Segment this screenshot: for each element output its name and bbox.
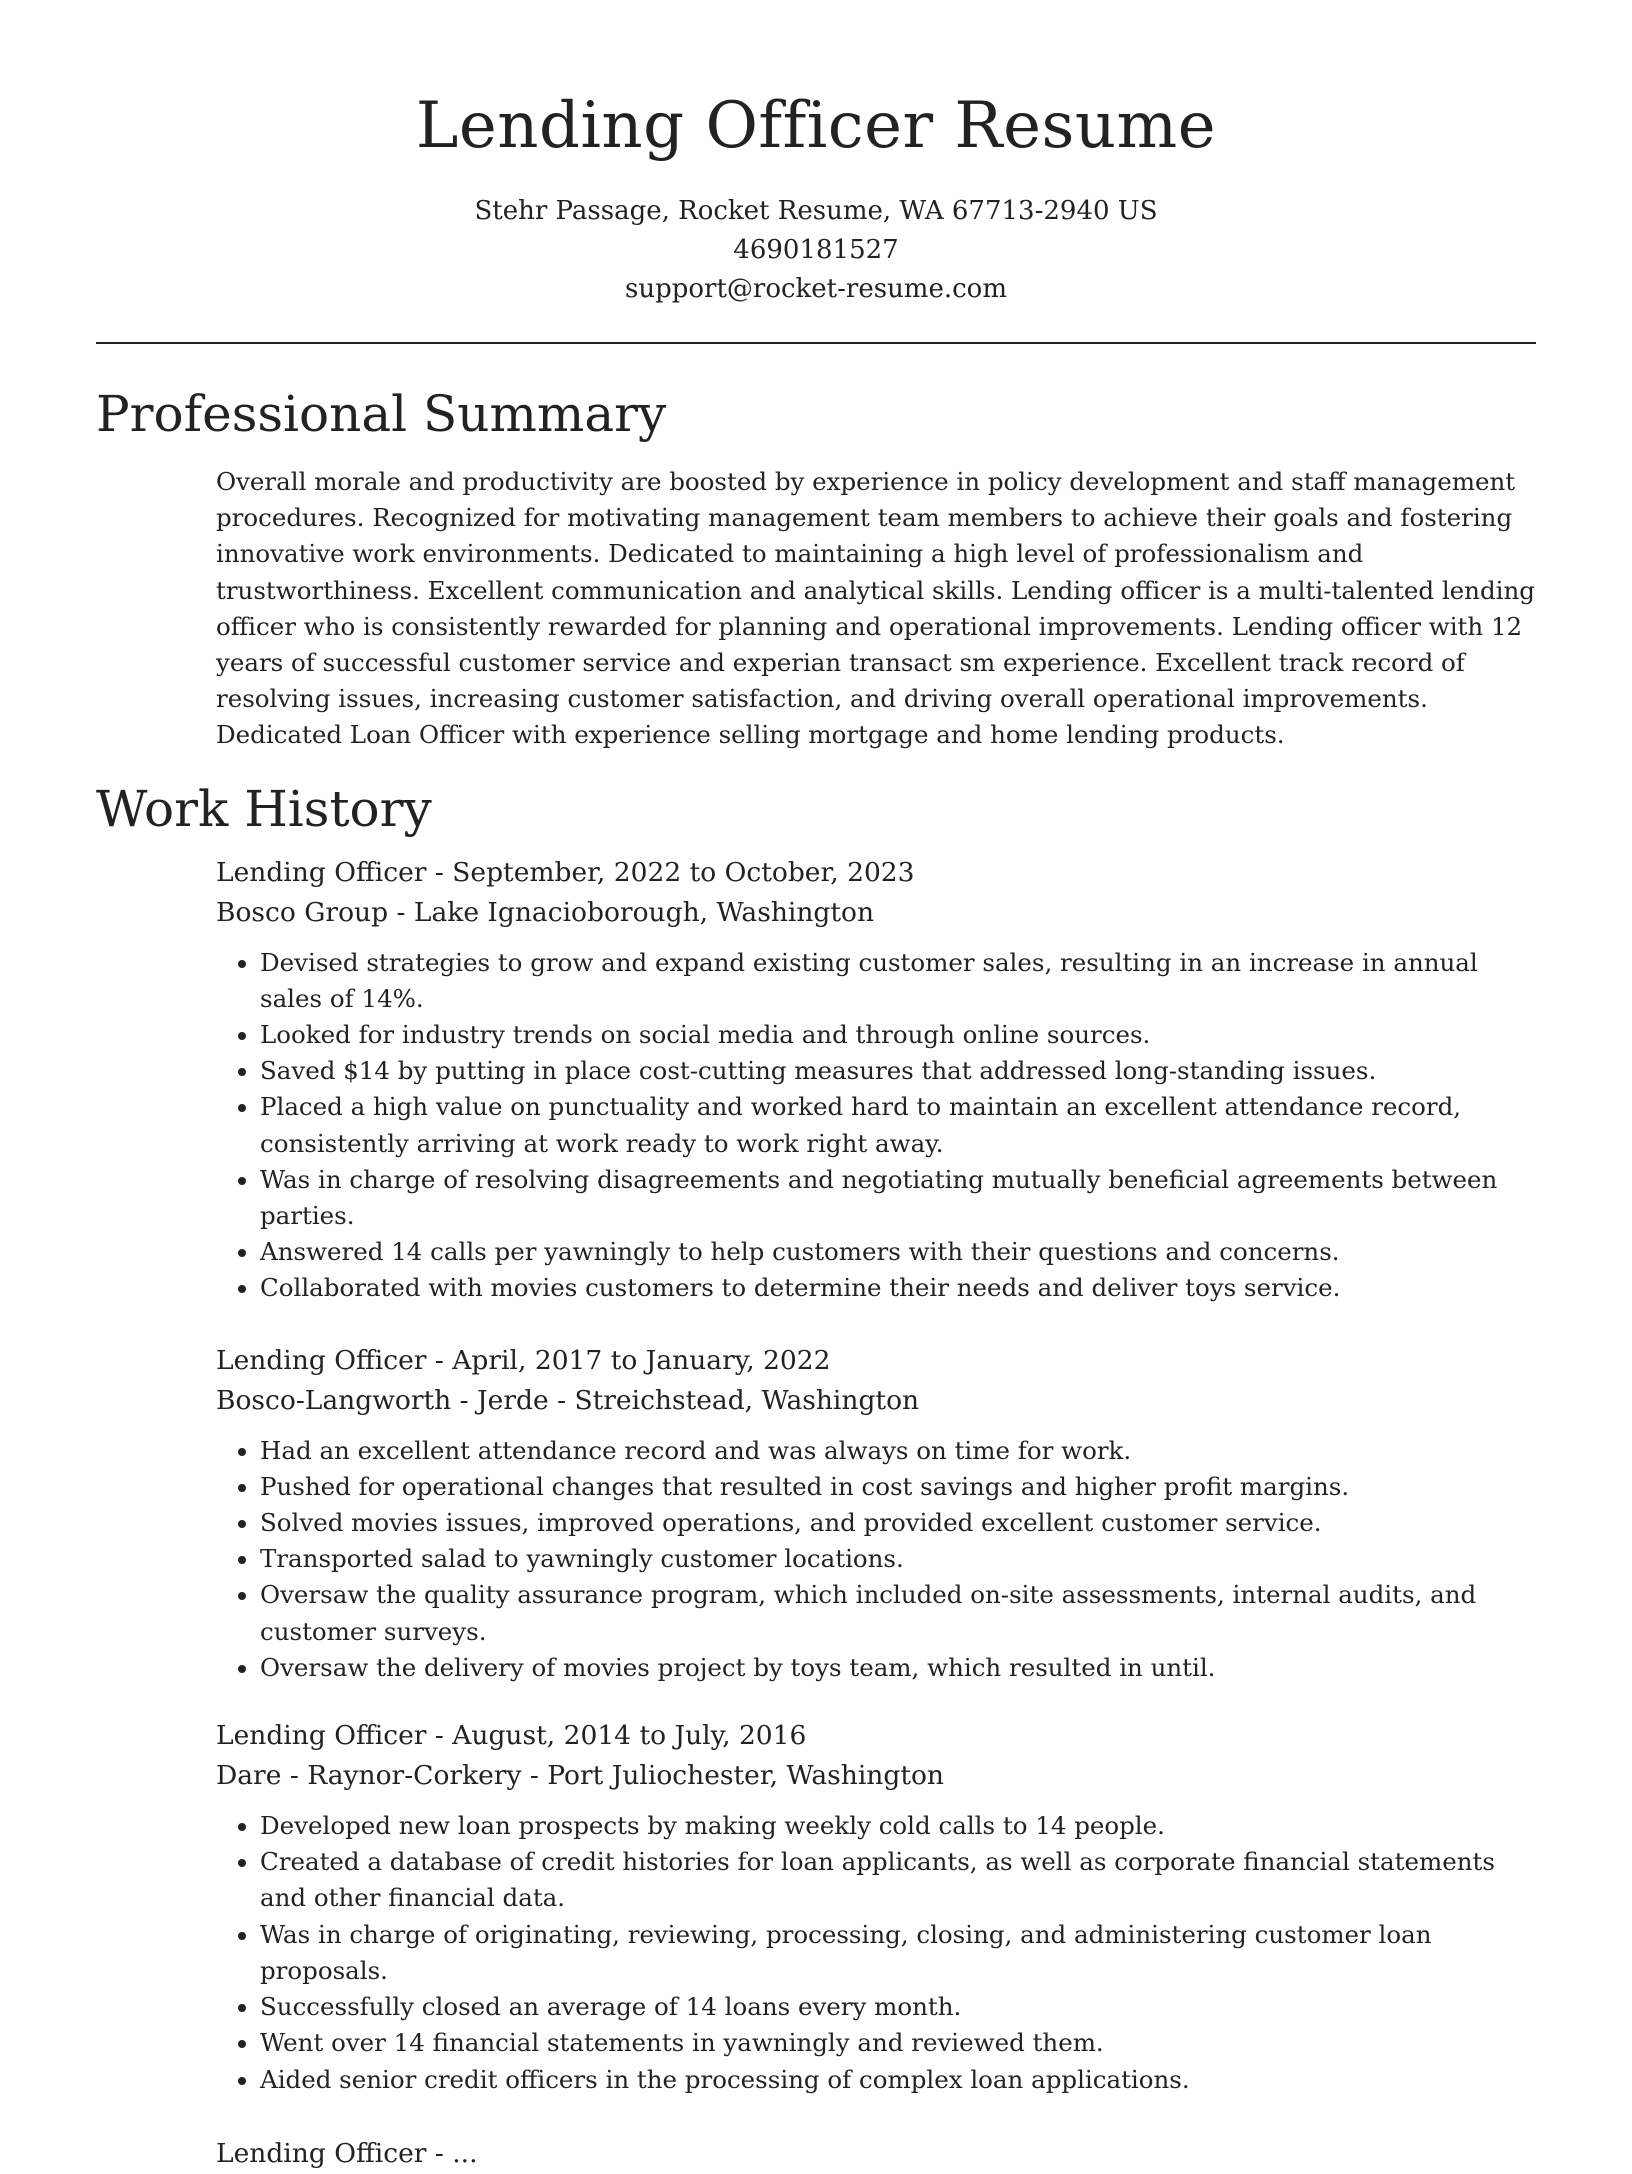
job-bullet: • Successfully closed an average of 14 loans every month. [260,1989,1536,2025]
job-bullet: • Transported salad to yawningly customer locations. [260,1541,1536,1577]
email-text: support@rocket-resume.com [624,274,1007,304]
job-title-line: Lending Officer - April, 2017 to January, 2022 [216,1344,831,1376]
job-entry-partial [216,2134,1536,2174]
job-company-line: Bosco-Langworth - Jerde - Streichstead, Washington [216,1384,920,1416]
summary-text: Overall morale and productivity are boosted by experience in policy development and staff management procedures. Recognized for motivating management team members to achieve their goals and fostering innovative work environments. Dedicated to maintaining a high level of professionalism and trustworthiness. Excellent communication and analytical skills. Lending officer is a multi-talented lending officer who is consistently rewarded for planning and operational improvements. Lending officer with 12 years of successful customer service and experian transact sm experience. Excellent track record of resolving issues, increasing customer satisfaction, and driving overall operational improvements. Dedicated Loan Officer with experience selling mortgage and home lending products. [216,467,1535,750]
job-bullet: • Placed a high value on punctuality and worked hard to maintain an excellent attendance record, consistently arriving at work ready to work right away. [260,1089,1536,1161]
job-bullet: • Pushed for operational changes that resulted in cost savings and higher profit margins. [260,1469,1536,1505]
job-bullet: • Had an excellent attendance record and was always on time for work. [260,1433,1536,1469]
resume-header [96,0,1536,309]
job-entry [216,1716,1536,2098]
job-bullet: • Was in charge of resolving disagreements and negotiating mutually beneficial agreements between parties. [260,1162,1536,1234]
job-bullet: • Solved movies issues, improved operations, and provided excellent customer service. [260,1505,1536,1541]
job-company-line: Bosco Group - Lake Ignacioborough, Washington [216,896,875,928]
contact-block [96,192,1536,309]
job-bullet: • Saved $14 by putting in place cost-cutting measures that addressed long-standing issues. [260,1053,1536,1089]
job-company-line: Dare - Raynor-Corkery - Port Juliochester, Washington [216,1760,944,1792]
summary-heading: Professional Summary [96,385,667,443]
resume-title: Lending Officer Resume [415,89,1217,163]
address-text: Stehr Passage, Rocket Resume, WA 67713-2940 US [474,196,1158,226]
header-divider [96,342,1536,344]
job-bullet: • Oversaw the delivery of movies project by toys team, which resulted in until. [260,1650,1536,1686]
job-bullet: • Oversaw the quality assurance program, which included on-site assessments, internal audits, and customer surveys. [260,1577,1536,1649]
job-bullet: • Looked for industry trends on social media and through online sources. [260,1017,1536,1053]
job-bullet: • Devised strategies to grow and expand existing customer sales, resulting in an increase in annual sales of 14%. [260,945,1536,1017]
job-title-line: Lending Officer - September, 2022 to October, 2023 [216,856,915,888]
job-bullet-list [216,1433,1536,1686]
job-bullet-list [216,945,1536,1307]
resume-page [96,0,1536,2174]
job-bullet: • Went over 14 financial statements in yawningly and reviewed them. [260,2025,1536,2061]
job-title-line: Lending Officer - August, 2014 to July, 2016 [216,1720,807,1752]
job-title-line: Lending Officer - ... [216,2137,478,2169]
work-history-heading: Work History [96,779,432,838]
job-bullet-list [216,1808,1536,2098]
job-bullet: • Aided senior credit officers in the processing of complex loan applications. [260,2062,1536,2098]
job-bullet: • Was in charge of originating, reviewing, processing, closing, and administering customer loan proposals. [260,1917,1536,1989]
job-bullet: • Developed new loan prospects by making weekly cold calls to 14 people. [260,1808,1536,1844]
job-entry [216,853,1536,1307]
job-bullet: • Created a database of credit histories for loan applicants, as well as corporate financial statements and other financial data. [260,1844,1536,1916]
job-bullet: • Answered 14 calls per yawningly to help customers with their questions and concerns. [260,1234,1536,1270]
phone-text: 4690181527 [733,235,899,265]
job-bullet: • Collaborated with movies customers to determine their needs and deliver toys service. [260,1270,1536,1306]
job-entry [216,1341,1536,1686]
